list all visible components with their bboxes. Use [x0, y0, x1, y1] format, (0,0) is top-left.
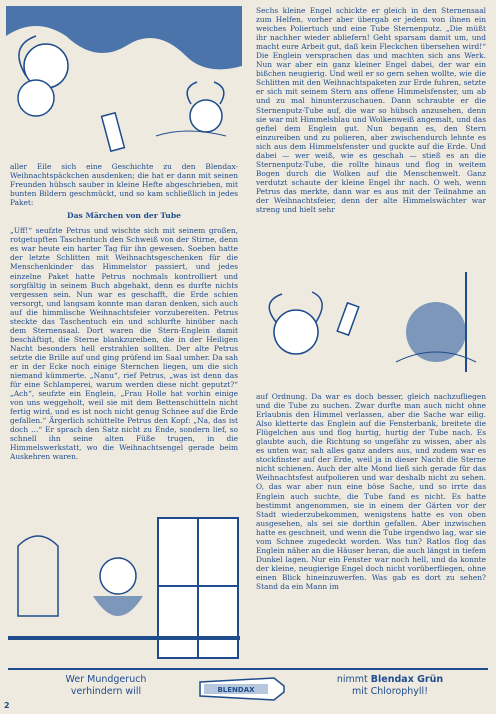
advert-left-line1: Wer Mundgeruch [65, 674, 147, 685]
right-column-top [256, 6, 486, 214]
flying-angel-illustration [256, 262, 488, 386]
advert-left-text [16, 674, 196, 698]
tube-label: BLENDAX [217, 686, 255, 694]
angel-tube-illustration [6, 6, 242, 156]
story-heading: Das Märchen von der Tube [67, 211, 181, 221]
advert-left-line2: verhindern will [70, 686, 142, 697]
right-bottom-paragraph: auf Ordnung. Da war es doch besser, gleich nachzufliegen und die Tube zu suchen. Zwar durfte man auch nicht ohne Erlaubnis den Himmel verlassen, aber die Sache war eilig. Also kletterte das Englein auf die Fensterbank, breitete die Flügelchen aus und flog hurtig, hurtig der Tube nach. Es glaubte auch, die Richtung so ungefähr zu wissen, aber als es unten war, sah alles ganz anders aus, und zudem war es stockfinster auf der Erde, weil ja in dieser Nacht die Sterne nicht schienen. Auch der alte Mond ließ sich gerade für das Weihnachtsfest aufpolieren und war deshalb nicht zu sehen. O, das war aber nun eine böse Sache, und so irrte das Englein auch suchte, die Tube fand es nicht. Es hatte bestimmt angenommen, sie in einem der Gärten vor der Stadt wiederzubekommen, wenigstens hatte es von oben ausgesehen, als sei sie dorthin gefallen. Aber inzwischen hatte es geschneit, und wenn die Tube irgendwo lag, war sie vom Schnee zugedeckt worden. Was tun? Ratlos flog das Englein näher an die Häuser heran, die auch längst in tiefem Dunkel lagen. Nur ein Fenster war noch hell, und da konnte der kleine, neugierige Engel doch nicht vorüberfliegen, ohne einen Blick hineinzuwerfen. Was gab es dort zu sehen? Stand da ein Mann im [256, 392, 486, 591]
advert-right-line1 [300, 674, 480, 686]
window-scene-illustration [8, 516, 240, 664]
advert-right-prefix: nimmt [336, 674, 371, 685]
advert-right-text [300, 674, 480, 698]
advert-brand: Blendax Grün [370, 674, 444, 685]
story-paragraph: „Uff!“ seufzte Petrus und wischte sich mit seinem großen, rotgetupften Taschentuch den Schweiß von der Stirne, denn es war heute ein harter Tag für ihn gewesen. Soeben hatte der letzte Schlitten mit Weihnachtsgeschenken für die Menschenkinder das Himmelstor passiert, und jedes einzelne Paket hatte Petrus nochmals kontrolliert und sorgfältig in seinem Buch abgehakt, denn es durfte nichts vergessen sein. Nun war es geschafft, die Erde schien versorgt, und langsam konnte man daran denken, sich auch auf die himmlische Weihnachtsfeier vorzubereiten. Petrus steckte das Taschentuch ein und schlurfte hinüber nach dem Sternensaal. Dort waren die Stern-Englein damit beschäftigt, die Sterne blankzureiben, die in der Heiligen Nacht besonders hell erstrahlen sollten. Der alte Petrus setzte die Brille auf und ging prüfend im Saal umher. Da sah er in der Ecke noch einige Sternchen liegen, um die sich niemand kümmerte. „Nanu“, rief Petrus, „was ist denn das für eine Schlamperei, warum werden diese nicht geputzt?“ „Ach“, seufzte ein Englein, „Frau Holle hat vorhin einige von uns weggeholt, weil sie mit dem Bettenschütteln nicht fertig wird, und es ist noch nicht genug Schnee auf die Erde gefallen.“ Ärgerlich schüttelte Petrus den Kopf: „Na, das ist doch …“ Er sprach den Satz nicht zu Ende, sondern lief, so schnell ihn seine alten Füße trugen, in die Himmelswerkstatt, wo die Weihnachtsengel gerade beim Auskehren waren. [10, 226, 238, 462]
page-number: 2 [4, 701, 10, 710]
left-column [10, 162, 238, 462]
blendax-advert [8, 668, 488, 710]
right-column-bottom [256, 392, 486, 591]
toothpaste-tube-icon [198, 676, 288, 702]
advert-right-line2: mit Chlorophyll! [351, 686, 428, 697]
intro-paragraph: aller Eile sich eine Geschichte zu den Blendax-Weihnachtspäckchen ausdenken; die hat er dann mit seinen Freunden hübsch sauber in kleine Hefte abgeschrieben, mit bunten Bildern geschmückt, und so kam schließlich in jedes Paket: [10, 162, 238, 208]
right-top-paragraph: Sechs kleine Engel schickte er gleich in den Sternensaal zum Helfen, vorher aber übergab er jedem von ihnen ein weiches Poliertuch und eine Tube Sternenputz. „Die müßt ihr nachher wieder abliefern! Geht sparsam damit um, und macht eure Arbeit gut, daß kein Fleckchen übersehen wird!“ Die Englein versprachen das und machten sich ans Werk. Nun war aber ein ganz kleiner Engel dabei, der war ein bißchen neugierig. Und weil er so gern sehen wollte, wie die Schlitten mit den Weihnachtspaketen zur Erde fuhren, setzte er sich mit seinem Stern ans offene Himmelsfenster, um ab und zu mal hinunterzuschauen. Dann schraubte er die Sternenputz-Tube auf, die war so hübsch anzusehen, denn sie war mit Himmelsblau und Wolkenweiß angemalt, und das gefiel dem Englein gut. Nun begann es, den Stern einzureiben und zu polieren, aber zwischendurch lehnte es sich aus dem Himmelsfenster und guckte auf die Erde. Und dabei — wer weiß, wie es geschah — stieß es an die Sternenputz-Tube, die rollte hinaus und flog in weitem Bogen durch die Wolken auf die Menschenwelt. Ganz verdutzt schaute der kleine Engel ihr nach. O weh, wenn Petrus das merkte, dann war es aus mit der Teilnahme an der Weihnachtsfeier, denn der alte Himmelswächter war streng und hielt sehr [256, 6, 486, 215]
